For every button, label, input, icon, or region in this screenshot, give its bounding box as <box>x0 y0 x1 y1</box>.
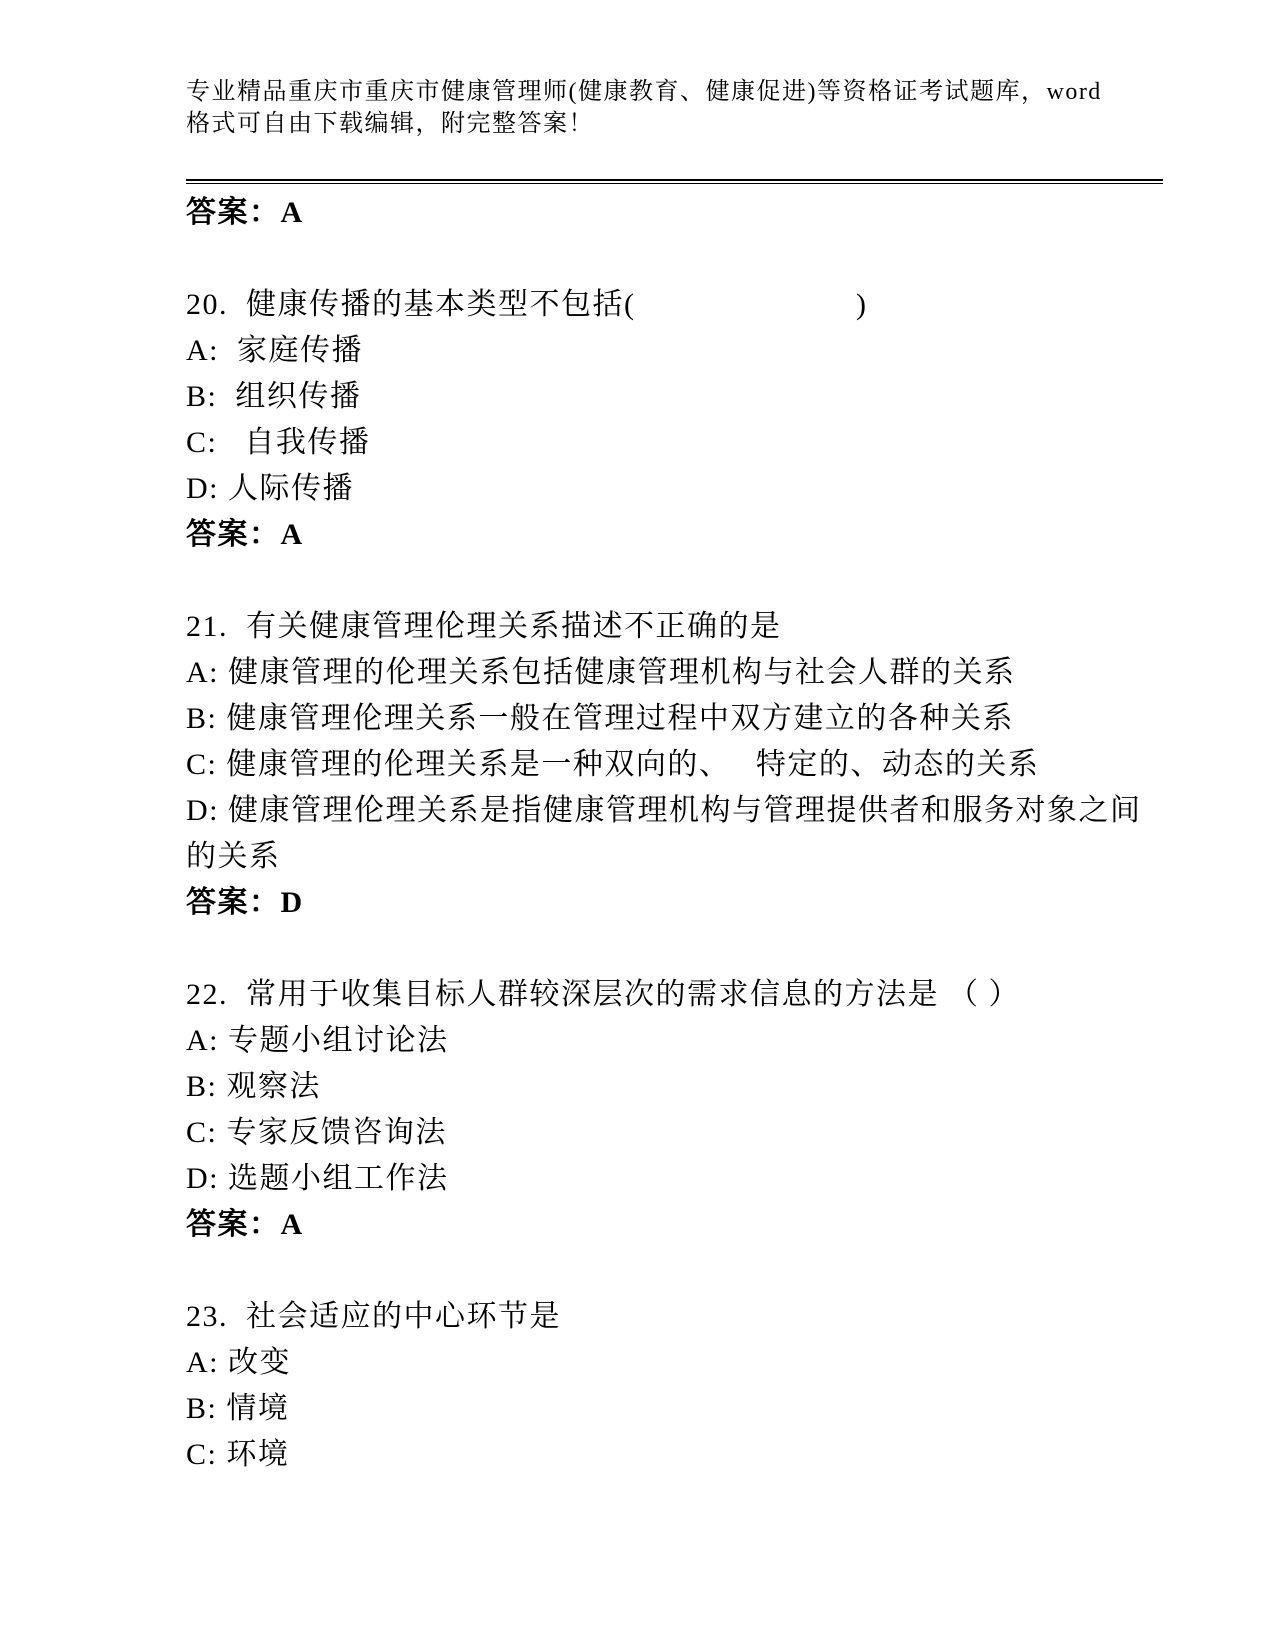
blank-line <box>186 236 1166 282</box>
answer-line: 答案：A <box>186 196 304 229</box>
option-line: C: 专家反馈咨询法 <box>186 1116 447 1149</box>
question-line: 23. 社会适应的中心环节是 <box>186 1300 561 1333</box>
header-rule <box>186 179 1163 184</box>
answer-line: 答案：D <box>186 886 304 919</box>
option-line: D: 选题小组工作法 <box>186 1162 449 1195</box>
option-line: D: 人际传播 <box>186 472 354 505</box>
option-line: D: 健康管理伦理关系是指健康管理机构与管理提供者和服务对象之间 <box>186 794 1142 827</box>
answer-line: 答案：A <box>186 1208 304 1241</box>
blank-line <box>186 558 1166 604</box>
option-line: A: 健康管理的伦理关系包括健康管理机构与社会人群的关系 <box>186 656 1016 689</box>
option-line: B: 组织传播 <box>186 380 362 413</box>
option-line: C: 自我传播 <box>186 426 371 459</box>
answer-line: 答案：A <box>186 518 304 551</box>
header-line-1: 专业精品重庆市重庆市健康管理师(健康教育、健康促进)等资格证考试题库，word <box>186 79 1102 105</box>
option-line: C: 环境 <box>186 1438 290 1471</box>
option-line: C: 健康管理的伦理关系是一种双向的、 特定的、动态的关系 <box>186 748 1040 781</box>
header-line-2: 格式可自由下载编辑，附完整答案！ <box>186 111 594 137</box>
question-line: 20. 健康传播的基本类型不包括( ) <box>186 288 868 321</box>
question-line: 22. 常用于收集目标人群较深层次的需求信息的方法是 （ ） <box>186 978 1020 1011</box>
option-line: A: 家庭传播 <box>186 334 363 367</box>
document-body <box>186 190 1166 1478</box>
blank-line <box>186 1248 1166 1294</box>
blank-line <box>186 926 1166 972</box>
option-line: B: 情境 <box>186 1392 290 1425</box>
option-wrap-line: 的关系 <box>186 840 281 873</box>
option-line: A: 改变 <box>186 1346 291 1379</box>
page-header <box>186 76 1163 140</box>
option-line: B: 观察法 <box>186 1070 321 1103</box>
option-line: B: 健康管理伦理关系一般在管理过程中双方建立的各种关系 <box>186 702 1014 735</box>
header-rule-thin-line <box>186 183 1163 184</box>
question-line: 21. 有关健康管理伦理关系描述不正确的是 <box>186 610 782 643</box>
option-line: A: 专题小组讨论法 <box>186 1024 449 1057</box>
